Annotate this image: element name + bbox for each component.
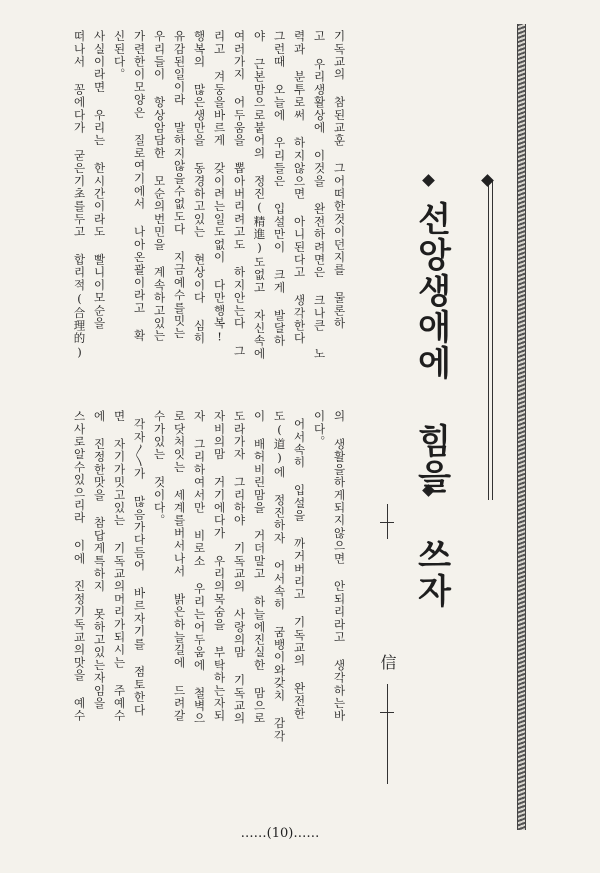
- text-column: 신된다。: [112, 30, 127, 81]
- text-column: 그런때 오늘에 우리들은 입설만이 크게 발달하: [272, 30, 287, 348]
- text-column: 의 생활을하게되지않으면 안되리라고 생각하는바: [332, 410, 347, 723]
- text-column: 자 그리하여서만 비로소 우리는어두움에 철벽으: [192, 410, 207, 725]
- text-column: 도(道)에 정진하자 어서속히 굼뱅이와갖치 감각: [272, 410, 287, 743]
- text-column: 어서속히 입설을 까거버리고 기독교의 완전한: [292, 418, 307, 721]
- text-column: 이다。: [312, 410, 327, 449]
- text-column: 기독교의 참된교훈 그어떠한것이던지를 물론하: [332, 30, 347, 330]
- text-column: 여러가지 어두움을 뽑아버리려고도 하지안는다 그: [232, 30, 247, 358]
- text-column: 행복의 많은생만을 동경하고있는 현상이다 심히: [192, 30, 207, 345]
- text-column: 각자〳〵가 많음가다듬어 바르자기를 점토한다: [132, 418, 147, 717]
- author-dash-bottom: [380, 712, 394, 713]
- text-column: 도라가자 그리하야 기독교의 사랑의맘 기독교의: [232, 410, 247, 725]
- text-column: 야 근본맘으로붙어의 정진(精進)도없고 자신속에: [252, 30, 267, 360]
- text-column: 리고 겨둥을바르게 갖이려는일도없이 다만행복!: [212, 30, 227, 345]
- decorative-rope-border: [517, 24, 526, 830]
- article-title: 선앙생애에 힘을 쓰자: [411, 201, 451, 609]
- author-rule-bottom: [387, 684, 388, 784]
- author-dash-top: [380, 522, 394, 523]
- text-column: 에 진정한맛을 참답게특하지 못하고있는자임을: [92, 410, 107, 710]
- text-column: 고 우리생활상에 이것을 완전하려면은 크나큰 노: [312, 30, 327, 360]
- text-column: 면 자기가밋고있는 기독교의머리가되시는 주예수: [112, 410, 127, 723]
- page-number: ……(10)……: [240, 826, 320, 841]
- text-column: 력과 분투로써 하지않으면 아니된다고 생각한다: [292, 30, 307, 345]
- title-rule-right: [488, 180, 493, 500]
- text-column: 유감된일이라 말하지않을수없도다 지금예수를밋는: [172, 30, 187, 340]
- author-name: 信: [378, 654, 397, 670]
- text-column: 스사로알수있으리라 이에 진정기독교의맛을 예수: [72, 410, 87, 723]
- text-column: 사실이라면 우리는 한시간이라도 빨니이모순을: [92, 30, 107, 330]
- text-column: 가련한이모양은 질로여기에서 나아온괄이라고 확: [132, 30, 147, 343]
- text-column: 수가있는 것이다。: [152, 410, 167, 527]
- text-column: 이 배허비린맘을 거더말고 하늘에진실한 맘으로: [252, 410, 267, 725]
- text-column: 자비의맘 거기에다가 우리의목숨을 부탁하는자되: [212, 410, 227, 723]
- text-column: 우리들이 항상암담한 모순의번민을 계속하고있는: [152, 30, 167, 343]
- author-block: [368, 504, 408, 804]
- text-column: 로닷처잇는 세계를버서나서 밝은하늘길에 드려갈: [172, 410, 187, 723]
- text-column: 떠나서 꽁에다가 굳은기초를두고 합리적(合理的): [72, 30, 87, 360]
- title-block: [406, 183, 470, 609]
